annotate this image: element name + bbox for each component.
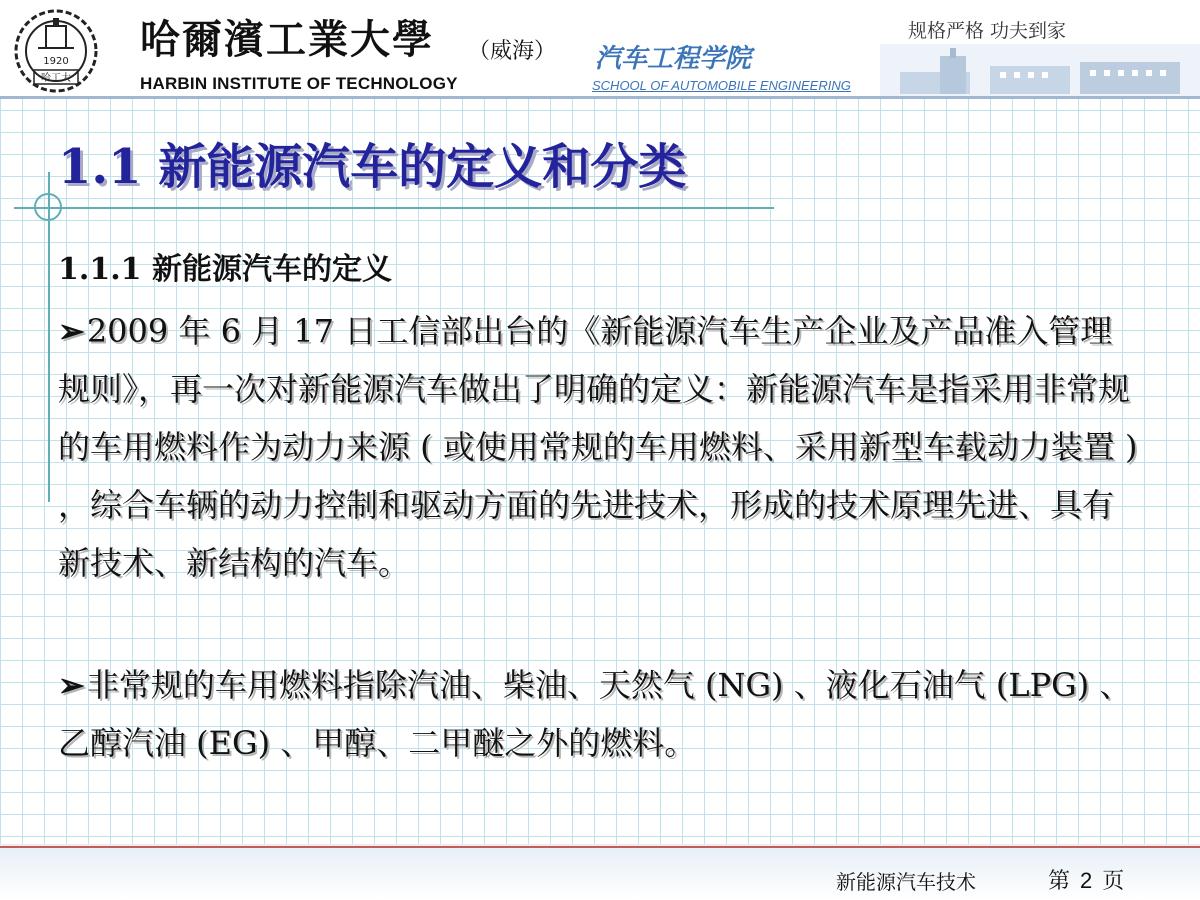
bullet-arrow-icon: ➢: [58, 312, 85, 350]
fuel-text: 非常规的车用燃料指除汽油、柴油、天然气 (NG) 、液化石油气 (LPG) 、乙醇汽油 (EG) 、甲醇、二甲醚之外的燃料。: [58, 666, 1132, 762]
page-prefix: 第: [1048, 869, 1071, 894]
campus-name: （威海）: [468, 39, 557, 64]
footer-band: [0, 844, 1200, 900]
university-motto: 规格严格 功夫到家: [908, 20, 1067, 42]
page-suffix: 页: [1102, 869, 1125, 894]
header-divider: [0, 96, 1200, 99]
definition-paragraph: [58, 302, 1138, 592]
decorative-circle: [34, 193, 62, 221]
university-name-cn: 哈爾濱工業大學: [140, 16, 434, 63]
decorative-vertical-line: [48, 172, 50, 502]
university-name-en: HARBIN INSTITUTE OF TECHNOLOGY: [140, 74, 458, 93]
course-name: 新能源汽车技术: [836, 870, 976, 894]
school-name-cn: 汽车工程学院: [595, 44, 752, 74]
bullet-arrow-icon: ➢: [58, 666, 85, 704]
slide-header: [0, 0, 1200, 98]
campus-skyline-image: [880, 44, 1200, 96]
page-number: 2: [1080, 868, 1093, 893]
logo-year: 1920: [43, 56, 69, 67]
decorative-horizontal-line: [14, 207, 774, 209]
slide-title: 1.1 新能源汽车的定义和分类: [58, 139, 687, 195]
section-heading: 1.1.1 新能源汽车的定义: [58, 252, 392, 287]
school-name-en: SCHOOL OF AUTOMOBILE ENGINEERING: [592, 78, 851, 93]
page-indicator: [1048, 864, 1124, 895]
definition-text: 2009 年 6 月 17 日工信部出台的《新能源汽车生产企业及产品准入管理规则》，再一次对新能源汽车做出了明确的定义：新能源汽车是指采用非常规的车用燃料作为动力来源 ( 或使用常规的车用燃料、采用新型车载动力装置 ) ，综合车辆的动力控制和驱动方面的先进技术，形成的技术原理先进、具有新技术、新结构的汽车。: [58, 312, 1138, 582]
footer-divider: [0, 846, 1200, 848]
university-logo: [8, 6, 104, 96]
fuel-paragraph: [58, 656, 1138, 772]
logo-text: 哈工大: [41, 73, 71, 84]
